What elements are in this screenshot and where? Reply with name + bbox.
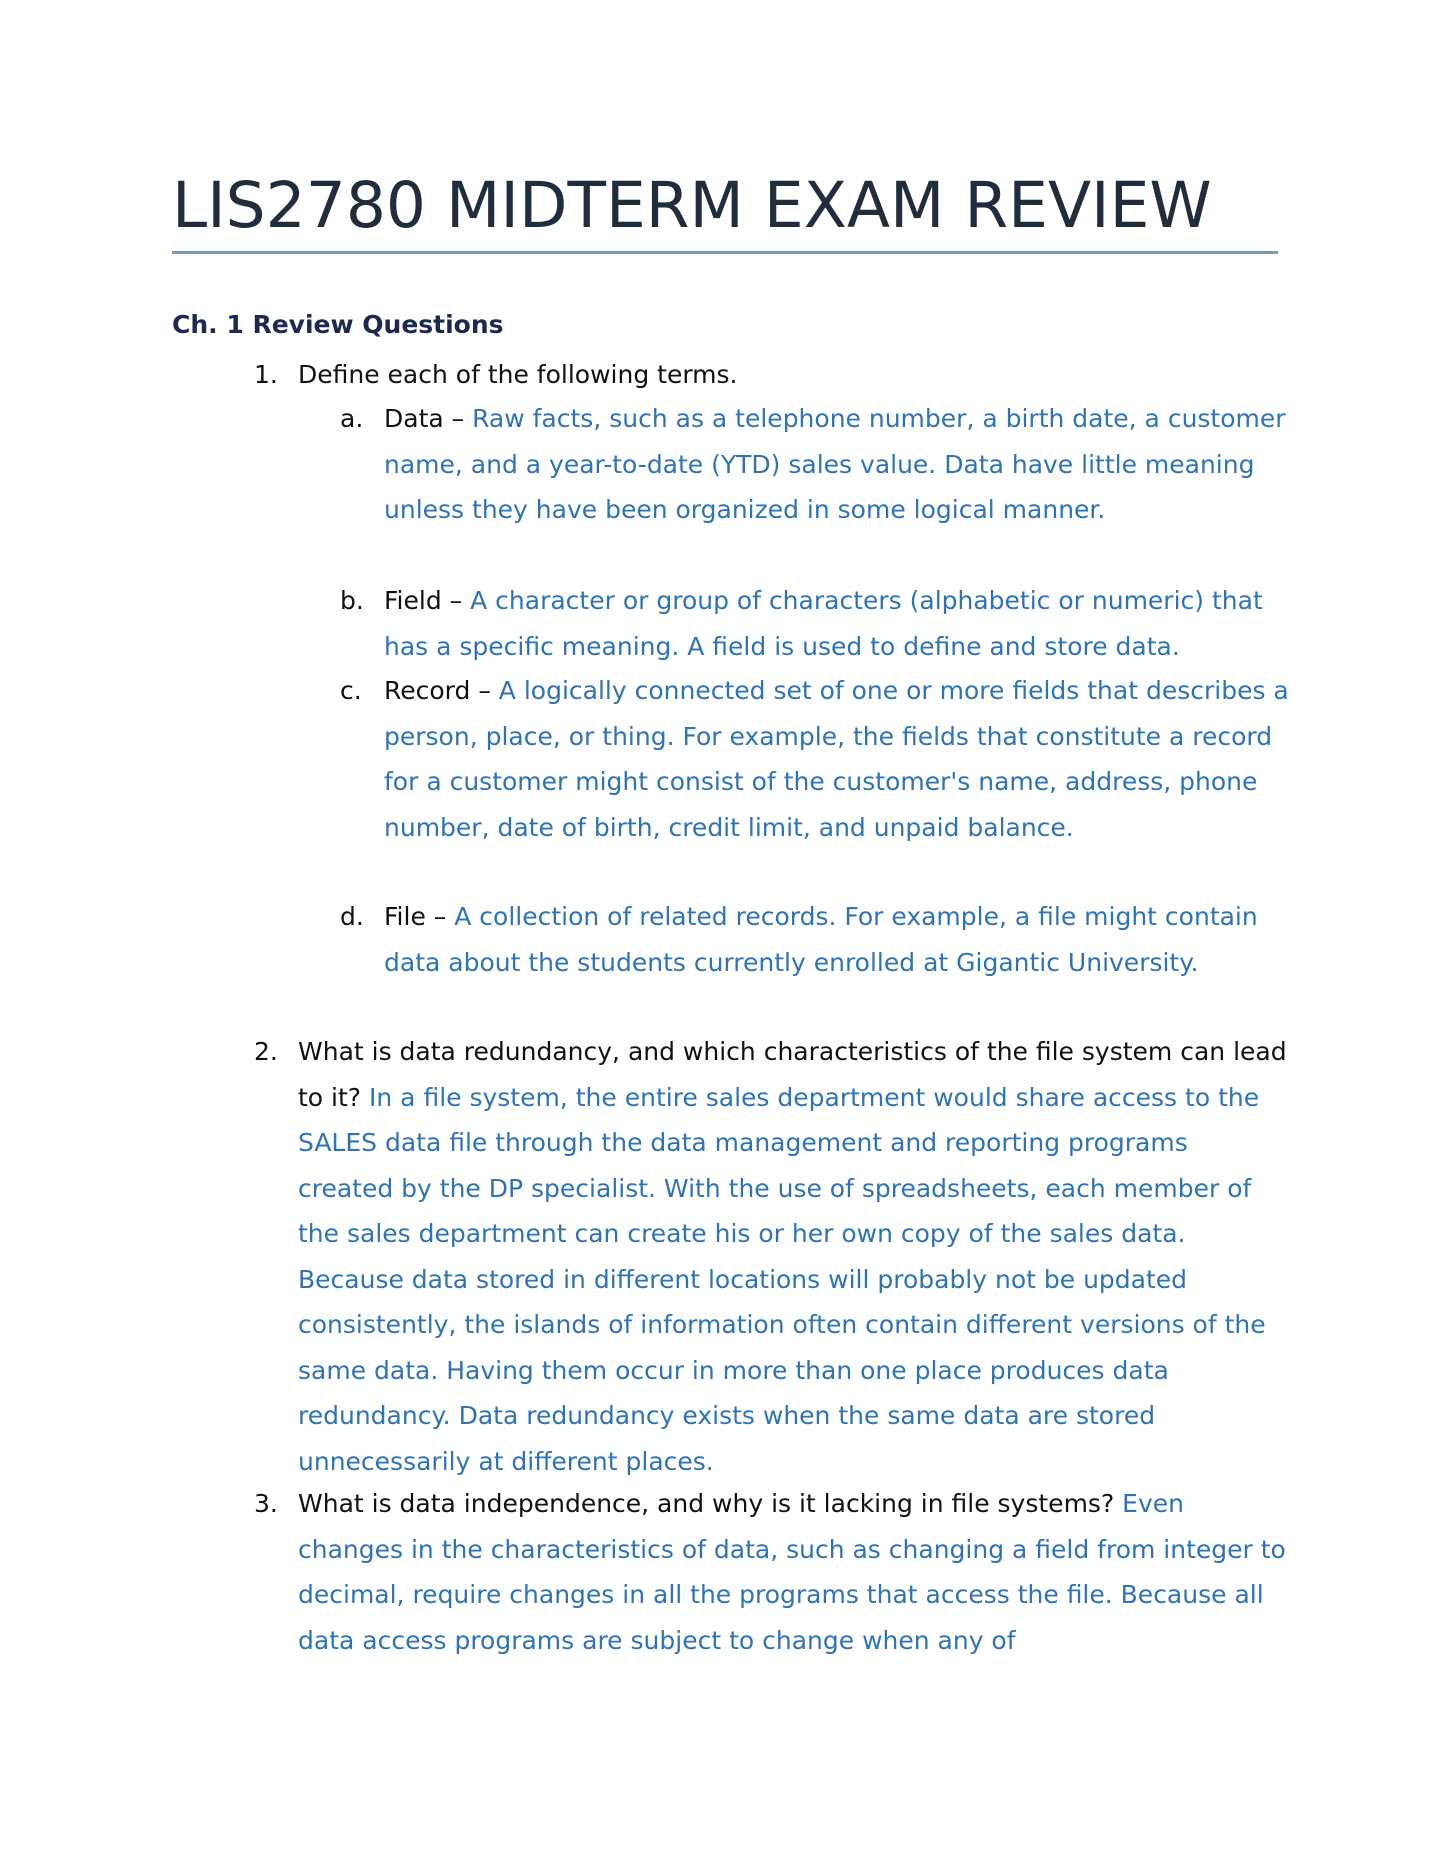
item-letter: d.: [340, 902, 364, 931]
definition-item-record: [340, 668, 1294, 850]
definition-item-data: [340, 396, 1294, 533]
item-letter: a.: [340, 404, 364, 433]
definition-item-file: [340, 894, 1294, 985]
item-letter: b.: [340, 586, 364, 615]
definition-answer: Raw facts, such as a telephone number, a birth date, a customer name, and a year-to-date (YTD) sales value. Data have little meaning unless they have been organized in some logical manner.: [384, 404, 1286, 524]
question-number: 2.: [254, 1037, 278, 1066]
question-prompt: What is data independence, and why is it lacking in file systems?: [298, 1489, 1123, 1518]
question-number: 1.: [254, 360, 278, 389]
question-number: 3.: [254, 1489, 278, 1518]
definition-answer: A collection of related records. For example, a file might contain data about the students currently enrolled at Gigantic University.: [384, 902, 1258, 977]
definition-term: Record –: [384, 676, 499, 705]
item-letter: c.: [340, 676, 362, 705]
definition-term: Data –: [384, 404, 473, 433]
definition-item-field: [340, 578, 1294, 669]
question-answer: Even changes in the characteristics of data, such as changing a field from integer to decimal, require changes in all the programs that access the file. Because all data access programs are subject to change when any of: [298, 1489, 1286, 1655]
document-title: LIS2780 MIDTERM EXAM REVIEW: [172, 169, 1212, 242]
definition-answer: A logically connected set of one or more fields that describes a person, place, or thing. For example, the fields that constitute a record for a customer might consist of the customer's name, address, phone number, date of birth, credit limit, and unpaid balance.: [384, 676, 1289, 842]
definition-term: Field –: [384, 586, 471, 615]
section-heading: Ch. 1 Review Questions: [172, 310, 504, 339]
definition-answer: A character or group of characters (alphabetic or numeric) that has a specific meaning. A field is used to define and store data.: [384, 586, 1263, 661]
title-underline: [172, 251, 1278, 254]
question-1: [254, 352, 1288, 398]
definition-term: File –: [384, 902, 455, 931]
question-prompt: Define each of the following terms.: [298, 360, 738, 389]
question-prompt: What is data redundancy, and which characteristics of the file system can lead to it?: [298, 1037, 1287, 1112]
question-3: [254, 1481, 1288, 1663]
question-2: [254, 1029, 1288, 1484]
question-answer: In a file system, the entire sales department would share access to the SALES data file through the data management and reporting programs created by the DP specialist. With the use of spreadsheets, each member of the sales department can create his or her own copy of the sales data. Because data stored in different locations will probably not be updated consistently, the islands of information often contain different versions of the same data. Having them occur in more than one place produces data redundancy. Data redundancy exists when the same data are stored unnecessarily at different places.: [298, 1082, 1266, 1476]
